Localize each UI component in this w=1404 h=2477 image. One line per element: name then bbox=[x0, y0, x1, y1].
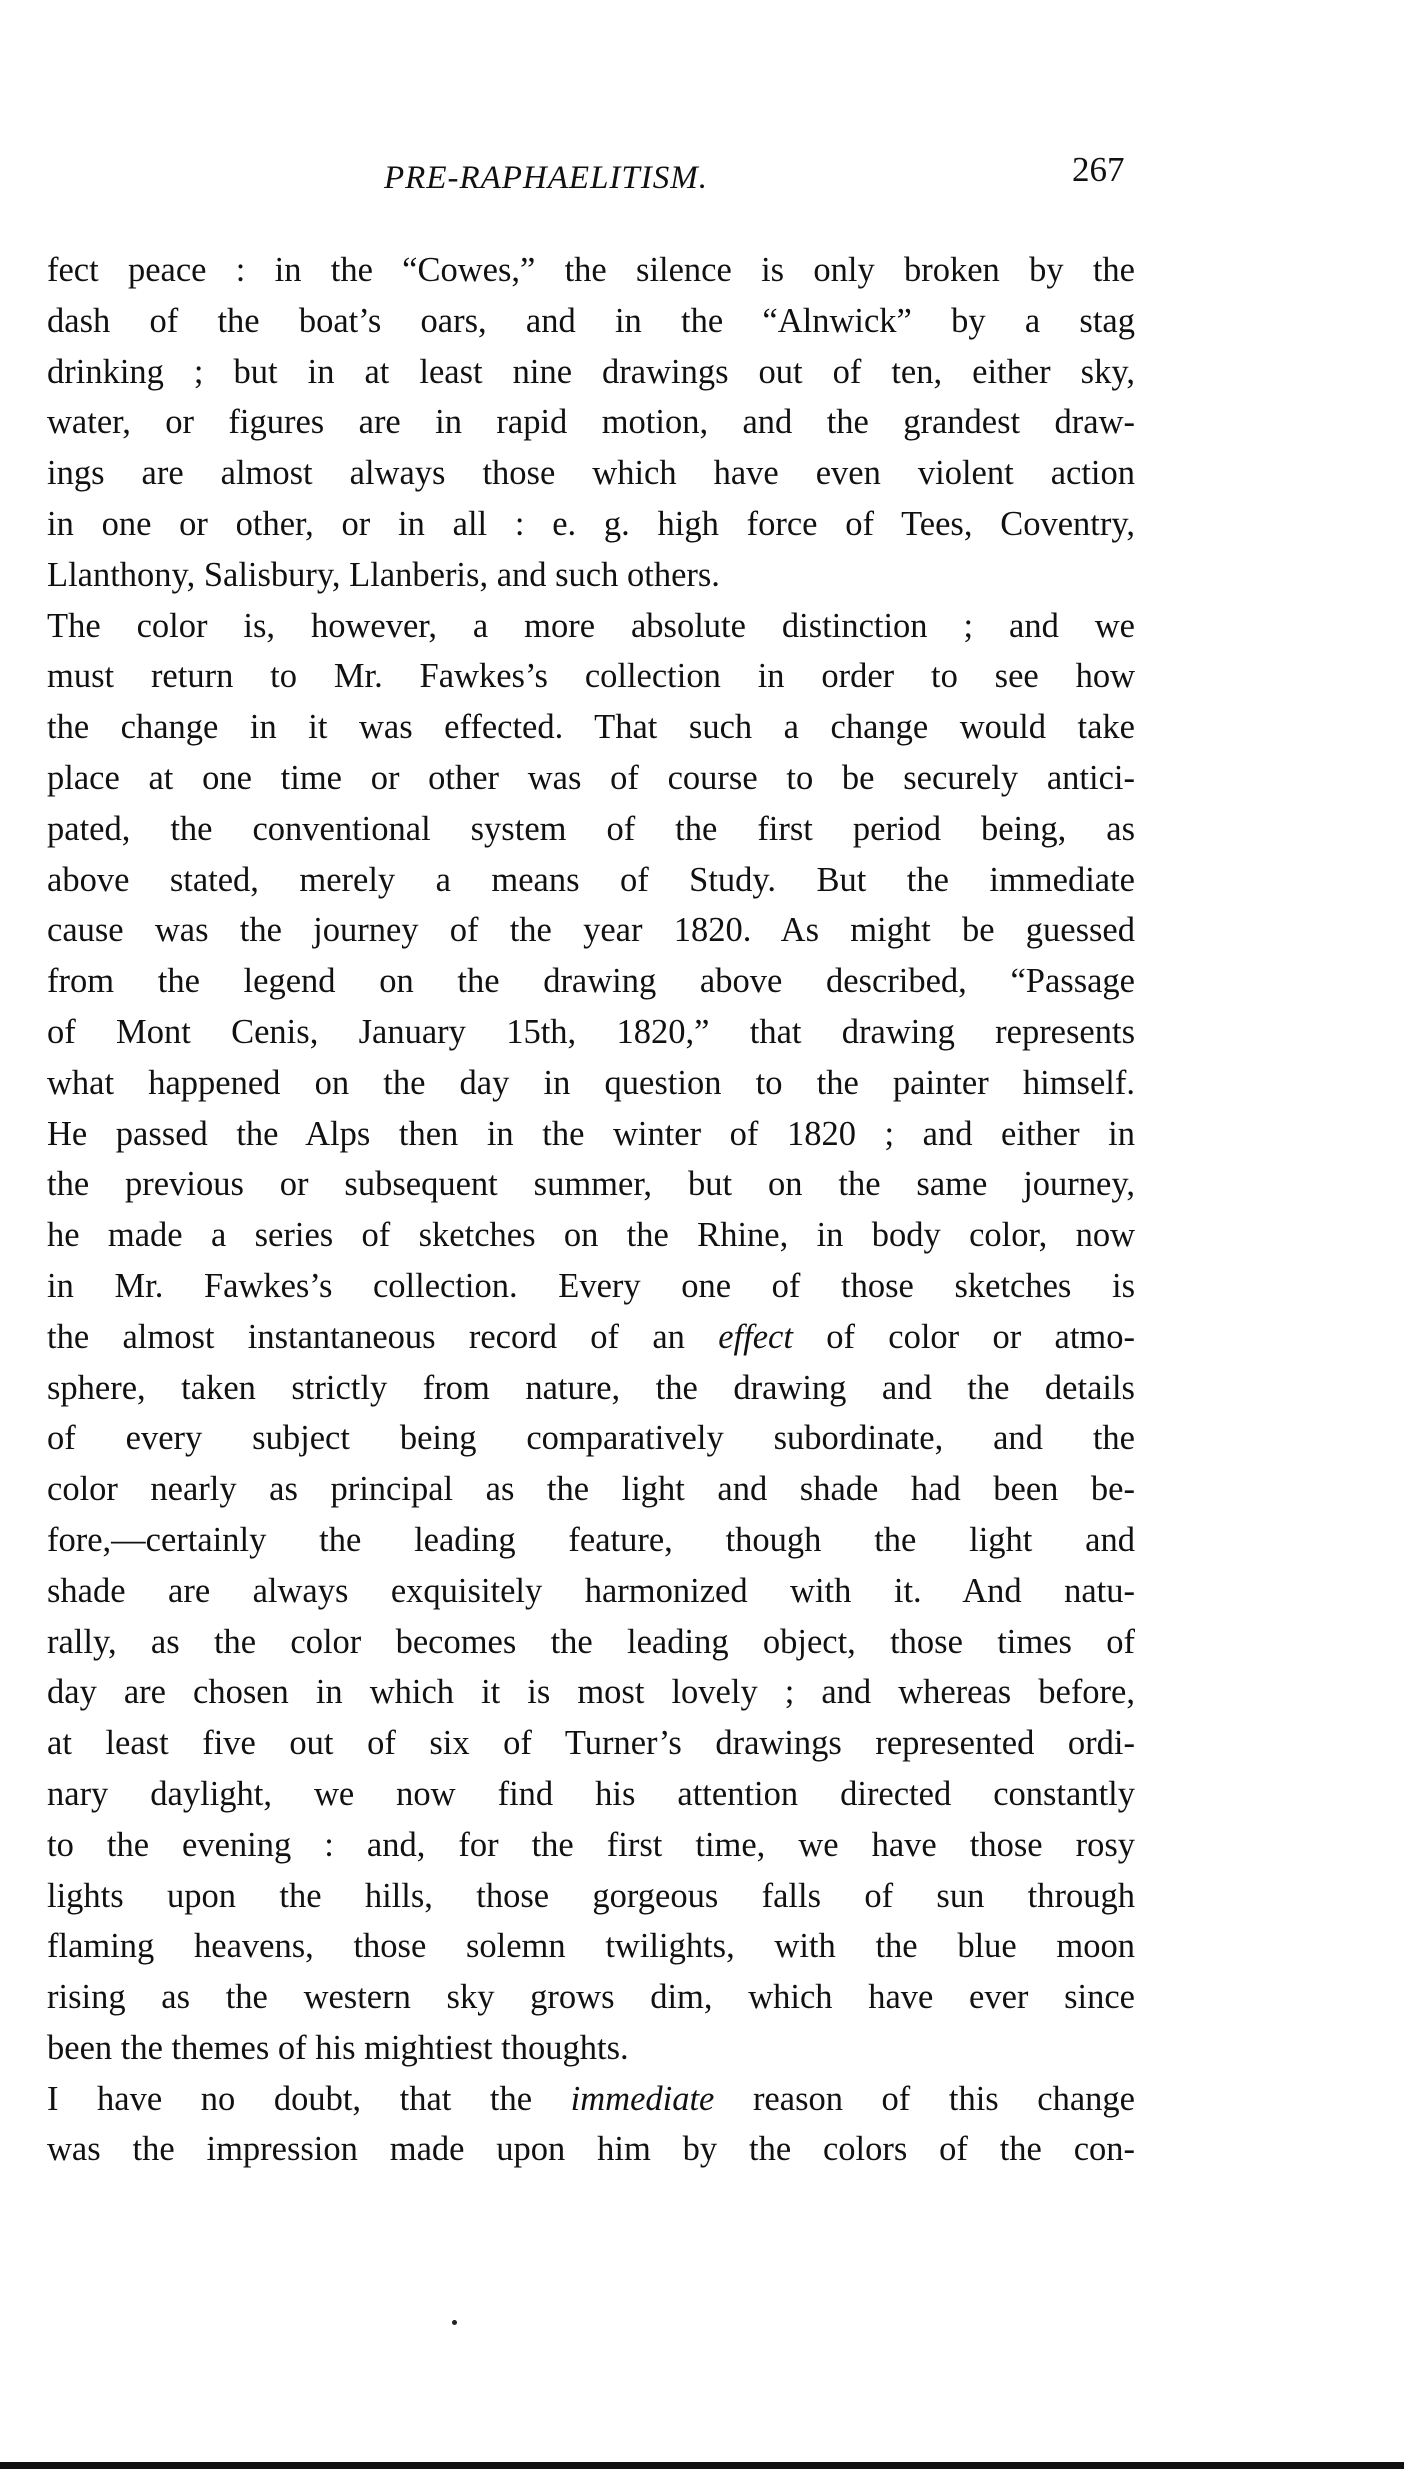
text-segment: reason of this change bbox=[714, 2079, 1135, 2118]
text-line: drinking ; but in at least nine drawings out of ten, either sky, bbox=[47, 352, 1135, 391]
text-line: of every subject being comparatively subordinate, and the bbox=[47, 1419, 1135, 1458]
text-line: to the evening : and, for the first time, we have those rosy bbox=[47, 1825, 1135, 1864]
italic-word: immediate bbox=[570, 2079, 715, 2118]
scan-edge-bar bbox=[0, 2462, 1404, 2469]
text-line: been the themes of his mightiest thoughts. bbox=[47, 2028, 629, 2067]
text-line: ings are almost always those which have even violent action bbox=[47, 454, 1135, 493]
text-line: must return to Mr. Fawkes’s collection in order to see how bbox=[47, 657, 1135, 696]
text-line: day are chosen in which it is most lovely ; and whereas before, bbox=[47, 1673, 1135, 1712]
italic-word: effect bbox=[718, 1317, 793, 1356]
text-segment: of color or atmo- bbox=[792, 1317, 1136, 1356]
text-line: in one or other, or in all : e. g. high force of Tees, Coventry, bbox=[47, 504, 1135, 543]
text-line: in Mr. Fawkes’s collection. Every one of those sketches is bbox=[47, 1266, 1135, 1305]
text-line: color nearly as principal as the light and shade had been be- bbox=[47, 1470, 1135, 1509]
text-line: flaming heavens, those solemn twilights, with the blue moon bbox=[47, 1927, 1135, 1966]
ink-speck bbox=[452, 2320, 457, 2325]
text-line: fore,—certainly the leading feature, though the light and bbox=[47, 1520, 1135, 1559]
text-line: the change in it was effected. That such a change would take bbox=[47, 708, 1135, 747]
text-line: of Mont Cenis, January 15th, 1820,” that drawing represents bbox=[47, 1012, 1135, 1051]
text-line: nary daylight, we now find his attention directed constantly bbox=[47, 1774, 1135, 1813]
text-line: shade are always exquisitely harmonized with it. And natu- bbox=[47, 1571, 1135, 1610]
text-line: He passed the Alps then in the winter of 1820 ; and either in bbox=[47, 1114, 1135, 1153]
text-line: cause was the journey of the year 1820. As might be guessed bbox=[47, 911, 1135, 950]
text-line: water, or figures are in rapid motion, and the grandest draw- bbox=[47, 403, 1135, 442]
text-line bbox=[47, 2074, 1135, 2125]
text-line: Llanthony, Salisbury, Llanberis, and such others. bbox=[47, 555, 720, 594]
text-line: he made a series of sketches on the Rhine, in body color, now bbox=[47, 1216, 1135, 1255]
body-text bbox=[47, 245, 1135, 2175]
text-segment: the almost instantaneous record of an bbox=[47, 1317, 719, 1356]
text-line: rally, as the color becomes the leading object, those times of bbox=[47, 1622, 1135, 1661]
text-line: sphere, taken strictly from nature, the drawing and the details bbox=[47, 1368, 1135, 1407]
text-line: rising as the western sky grows dim, which have ever since bbox=[47, 1978, 1135, 2017]
text-line: was the impression made upon him by the colors of the con- bbox=[47, 2130, 1135, 2169]
running-title: PRE-RAPHAELITISM. bbox=[384, 160, 709, 196]
text-segment: I have no doubt, that the bbox=[47, 2079, 571, 2118]
text-line: fect peace : in the “Cowes,” the silence is only broken by the bbox=[47, 251, 1135, 289]
text-line: The color is, however, a more absolute distinction ; and we bbox=[47, 606, 1135, 645]
text-line bbox=[47, 1312, 1135, 1363]
text-line: the previous or subsequent summer, but on the same journey, bbox=[47, 1165, 1135, 1204]
page-number: 267 bbox=[1072, 150, 1125, 189]
text-line: pated, the conventional system of the first period being, as bbox=[47, 809, 1135, 848]
text-line: lights upon the hills, those gorgeous falls of sun through bbox=[47, 1876, 1135, 1915]
text-line: dash of the boat’s oars, and in the “Alnwick” by a stag bbox=[47, 301, 1135, 340]
text-line: above stated, merely a means of Study. But the immediate bbox=[47, 860, 1135, 899]
text-line: from the legend on the drawing above described, “Passage bbox=[47, 962, 1135, 1001]
text-line: place at one time or other was of course to be securely antici- bbox=[47, 758, 1135, 797]
text-line: what happened on the day in question to the painter himself. bbox=[47, 1063, 1135, 1102]
text-line: at least five out of six of Turner’s drawings represented ordi- bbox=[47, 1724, 1135, 1763]
